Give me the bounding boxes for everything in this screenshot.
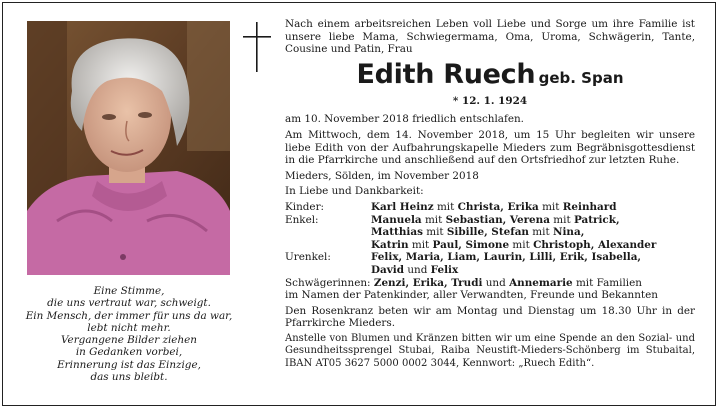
family-connector: mit [436, 200, 455, 213]
portrait-illustration [27, 21, 230, 275]
intro-text [285, 18, 695, 56]
donation-line: IBAN AT05 3627 5000 0002 3044, Kennwort: „Ruech Edith“. [285, 358, 595, 370]
poem-line: lebt nicht mehr. [87, 321, 171, 334]
family-grandchildren [285, 214, 695, 252]
family-name: Matthias [371, 226, 423, 239]
family-connector: mit [532, 226, 550, 239]
poem-line: Eine Stimme, [93, 285, 165, 297]
rosary-line: Den Rosenkranz beten wir am Montag und Dienstag um 18.30 Uhr in der [285, 304, 695, 317]
family-name: David [371, 263, 404, 276]
family-connector: mit [411, 238, 430, 251]
family-name: Christoph, Alexander [533, 238, 657, 251]
family-name: Patrick, [573, 213, 620, 226]
intro-line: Nach einem arbeitsreichen Leben voll Liebe und Sorge um ihre Familie ist [285, 18, 695, 30]
family-great-grandchildren [285, 251, 695, 276]
family-connector: mit [553, 213, 571, 226]
family-name: Sebastian, Verena [445, 213, 550, 226]
poem-line: Vergangene Bilder ziehen [61, 334, 197, 347]
donation-text [285, 333, 695, 371]
family-connector: mit [512, 238, 530, 251]
family-name: Nina, [552, 226, 585, 239]
family-name: Paul, Simone [432, 238, 510, 251]
maiden-name: geb. Span [538, 68, 624, 87]
family-label: Enkel: [285, 213, 319, 226]
birth-date: * 12. 1. 1924 [452, 94, 528, 107]
poem-line: das uns bleibt. [90, 371, 168, 384]
family-name: Manuela [371, 213, 422, 226]
family-name: Annemarie [509, 276, 573, 289]
family-children [285, 201, 695, 214]
family-name: Reinhard [562, 200, 617, 213]
funeral-line: in die Pfarrkirche und anschließend auf den Ortsfriedhof zur letzten Ruhe. [285, 154, 680, 167]
deceased-name-line [285, 60, 695, 95]
death-date: am 10. November 2018 friedlich entschlafen. [285, 113, 524, 126]
poem-line: in Gedanken vorbei, [75, 346, 183, 359]
family-connector: und [407, 263, 428, 276]
family-label: Urenkel: [285, 251, 331, 264]
rosary-text [285, 305, 695, 330]
memorial-poem [22, 285, 236, 383]
portrait-photo [27, 21, 230, 275]
funeral-line: Am Mittwoch, dem 14. November 2018, um 15 Uhr begleiten wir unsere [285, 128, 695, 141]
donation-line: Anstelle von Blumen und Kränzen bitten wir um eine Spende an den Sozial- und [285, 332, 695, 344]
intro-line: Cousine und Patin, Frau [285, 43, 413, 56]
family-sisters-in-law [285, 277, 695, 290]
family-name: Karl Heinz [371, 200, 434, 213]
godchildren-line: im Namen der Patenkinder, aller Verwandten, Freunde und Bekannten [285, 289, 658, 302]
rosary-line: Pfarrkirche Mieders. [285, 317, 396, 330]
poem-line: Ein Mensch, der immer für uns da war, [25, 309, 233, 322]
thanks-line: In Liebe und Dankbarkeit: [285, 185, 424, 198]
place-date: Mieders, Sölden, im November 2018 [285, 169, 479, 182]
poem-line: die uns vertraut war, schweigt. [47, 297, 211, 310]
family-label: Schwägerinnen: [285, 276, 371, 289]
family-connector: mit Familien [575, 276, 642, 289]
family-name: Felix [430, 263, 459, 276]
family-name: Felix, Maria, Liam, Laurin, Lilli, Erik, Isabella, [371, 251, 642, 264]
family-connector: mit [426, 226, 444, 239]
family-connector: mit [424, 213, 443, 226]
funeral-line: liebe Edith von der Aufbahrungskapelle Mieders zum Begräbnisgottesdienst [285, 141, 695, 154]
intro-line: unsere liebe Mama, Schwiegermama, Oma, Uroma, Schwägerin, Tante, [285, 30, 695, 43]
poem-line: Erinnerung ist das Einzige, [57, 358, 201, 371]
family-name: Zenzi, Erika, Trudi [373, 276, 483, 289]
family-name: Katrin [371, 238, 409, 251]
family-name: Christa, Erika [457, 200, 539, 213]
cross-icon [241, 22, 273, 72]
family-connector: und [485, 276, 506, 289]
family-name: Sibille, Stefan [446, 226, 529, 239]
funeral-text [285, 129, 695, 167]
family-connector: mit [542, 200, 560, 213]
obituary-text [285, 18, 695, 371]
family-label: Kinder: [285, 200, 325, 213]
deceased-name: Edith Ruech [356, 58, 536, 90]
donation-line: Gesundheitssprengel Stubai, Raiba Neustift-Mieders-Schönberg im Stubaital, [285, 345, 695, 357]
